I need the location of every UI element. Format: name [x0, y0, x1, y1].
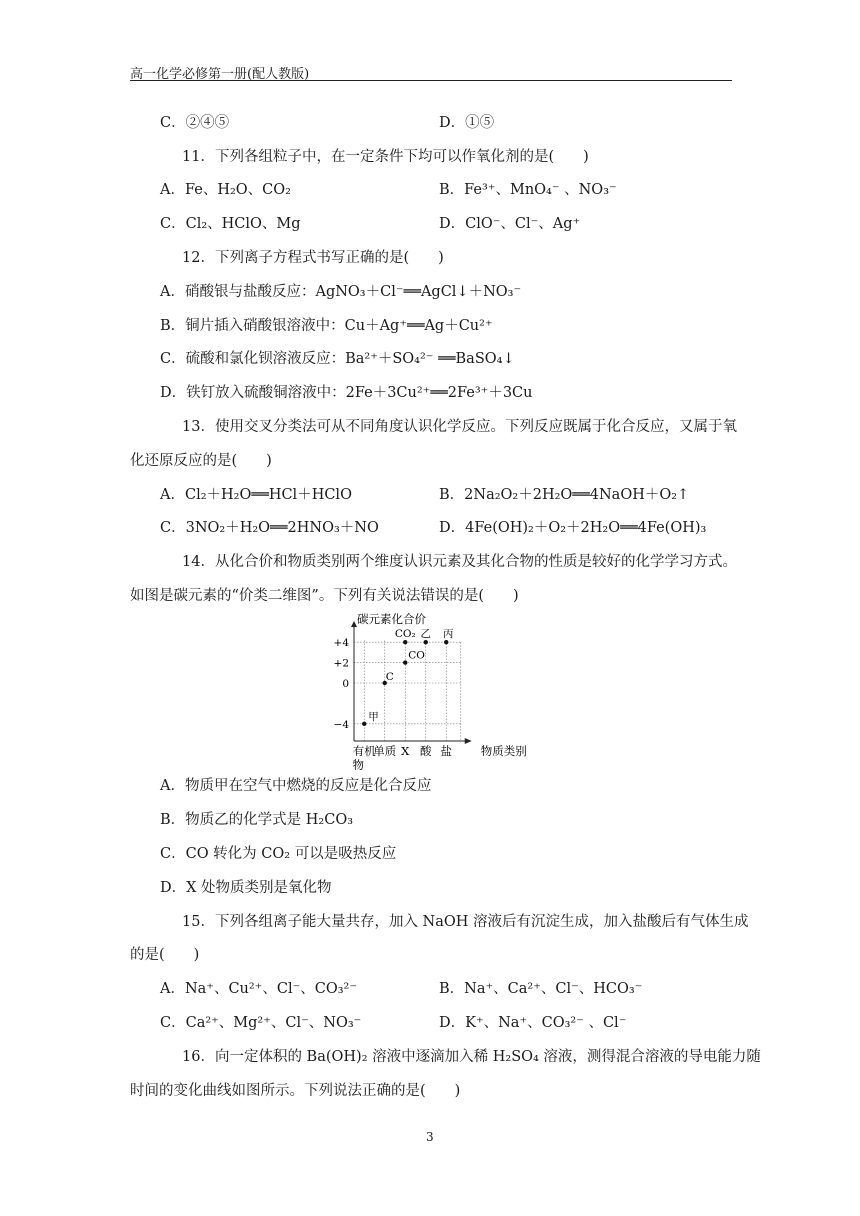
point-label: 甲: [368, 710, 379, 723]
x-tick-label: 盐: [440, 744, 452, 758]
x-axis-arrow: [465, 738, 472, 744]
q13-stem-line2: 化还原反应的是( ): [130, 453, 272, 469]
page-number: 3: [426, 1130, 434, 1144]
q14-stem-line1: 14．从化合价和物质类别两个维度认识元素及其化合物的性质是较好的化学学习方式。: [182, 554, 737, 570]
y-axis-label: 碳元素化合价: [357, 612, 426, 626]
page-header: 高一化学必修第一册(配人教版): [130, 67, 310, 82]
q13-stem-line1: 13．使用交叉分类法可从不同角度认识化学反应。下列反应既属于化合反应，又属于氧: [182, 419, 737, 435]
q15-option-c: C．Ca²⁺、Mg²⁺、Cl⁻、NO₃⁻: [160, 1015, 362, 1031]
x-tick-label-wrap: 物: [352, 758, 364, 770]
q11-option-b: B．Fe³⁺、MnO₄⁻ 、NO₃⁻: [439, 182, 617, 198]
q11-option-a: A．Fe、H₂O、CO₂: [160, 182, 291, 198]
q14-option-b: B．物质乙的化学式是 H₂CO₃: [160, 812, 354, 828]
q10-option-c: C．②④⑤: [160, 115, 230, 131]
q13-option-a: A．Cl₂＋H₂O══HCl＋HClO: [160, 487, 352, 503]
q10-option-d: D．①⑤: [439, 115, 495, 131]
header-rule: [130, 80, 732, 81]
q12-option-b: B．铜片插入硝酸银溶液中：Cu＋Ag⁺══Ag＋Cu²⁺: [160, 318, 493, 334]
q13-option-d: D．4Fe(OH)₂＋O₂＋2H₂O══4Fe(OH)₃: [439, 520, 707, 536]
q11-option-d: D．ClO⁻、Cl⁻、Ag⁺: [439, 216, 581, 232]
x-axis-label: 物质类别: [480, 744, 527, 758]
q15-option-b: B．Na⁺、Ca²⁺、Cl⁻、HCO₃⁻: [439, 981, 643, 997]
q16-stem-line2: 时间的变化曲线如图所示。下列说法正确的是( ): [130, 1083, 461, 1099]
y-tick-label: −4: [333, 718, 349, 731]
point-label: CO: [408, 649, 425, 662]
x-tick-label: 有机: [352, 744, 376, 758]
q16-stem-line1: 16．向一定体积的 Ba(OH)₂ 溶液中逐滴加入稀 H₂SO₄ 溶液，测得混合溶液的导电能力随: [182, 1049, 761, 1065]
q12-option-a: A．硝酸银与盐酸反应：AgNO₃＋Cl⁻══AgCl↓＋NO₃⁻: [160, 284, 522, 300]
data-point: [403, 660, 407, 664]
q12-stem: 12．下列离子方程式书写正确的是( ): [182, 250, 444, 266]
q15-option-d: D．K⁺、Na⁺、CO₃²⁻ 、Cl⁻: [439, 1015, 627, 1031]
q14-stem-line2: 如图是碳元素的“价类二维图”。下列有关说法错误的是( ): [130, 588, 519, 604]
x-tick-label: 酸: [420, 744, 432, 758]
q11-option-c: C．Cl₂、HClO、Mg: [160, 216, 301, 232]
q15-option-a: A．Na⁺、Cu²⁺、Cl⁻、CO₃²⁻: [160, 981, 358, 997]
q15-stem-line2: 的是( ): [130, 947, 200, 963]
q11-stem: 11．下列各组粒子中，在一定条件下均可以作氧化剂的是( ): [182, 149, 589, 165]
q14-option-d: D．X 处物质类别是氧化物: [160, 880, 332, 896]
data-point: [403, 640, 407, 644]
data-point: [362, 722, 366, 726]
q12-option-d: D．铁钉放入硫酸铜溶液中：2Fe＋3Cu²⁺══2Fe³⁺＋3Cu: [160, 385, 533, 401]
point-label: CO₂: [394, 628, 416, 641]
valence-class-chart: [320, 608, 560, 770]
y-tick-label: 0: [342, 678, 349, 690]
point-label: 乙: [420, 628, 431, 641]
q12-option-c: C．硫酸和氯化钡溶液反应：Ba²⁺＋SO₄²⁻ ══BaSO₄↓: [160, 351, 515, 367]
y-tick-label: +4: [333, 637, 349, 650]
q13-option-b: B．2Na₂O₂＋2H₂O══4NaOH＋O₂↑: [439, 487, 690, 503]
x-tick-label: X: [401, 744, 410, 758]
x-tick-label: 单质: [373, 744, 397, 758]
q14-option-a: A．物质甲在空气中燃烧的反应是化合反应: [160, 778, 432, 794]
q14-option-c: C．CO 转化为 CO₂ 可以是吸热反应: [160, 846, 397, 862]
q13-option-c: C．3NO₂＋H₂O══2HNO₃＋NO: [160, 520, 379, 536]
data-point: [424, 640, 428, 644]
q15-stem-line1: 15．下列各组离子能大量共存，加入 NaOH 溶液后有沉淀生成，加入盐酸后有气体生成: [182, 914, 749, 930]
point-label: C: [385, 671, 394, 683]
data-point: [444, 640, 448, 644]
y-tick-label: +2: [333, 657, 349, 670]
point-label: 丙: [443, 628, 454, 641]
